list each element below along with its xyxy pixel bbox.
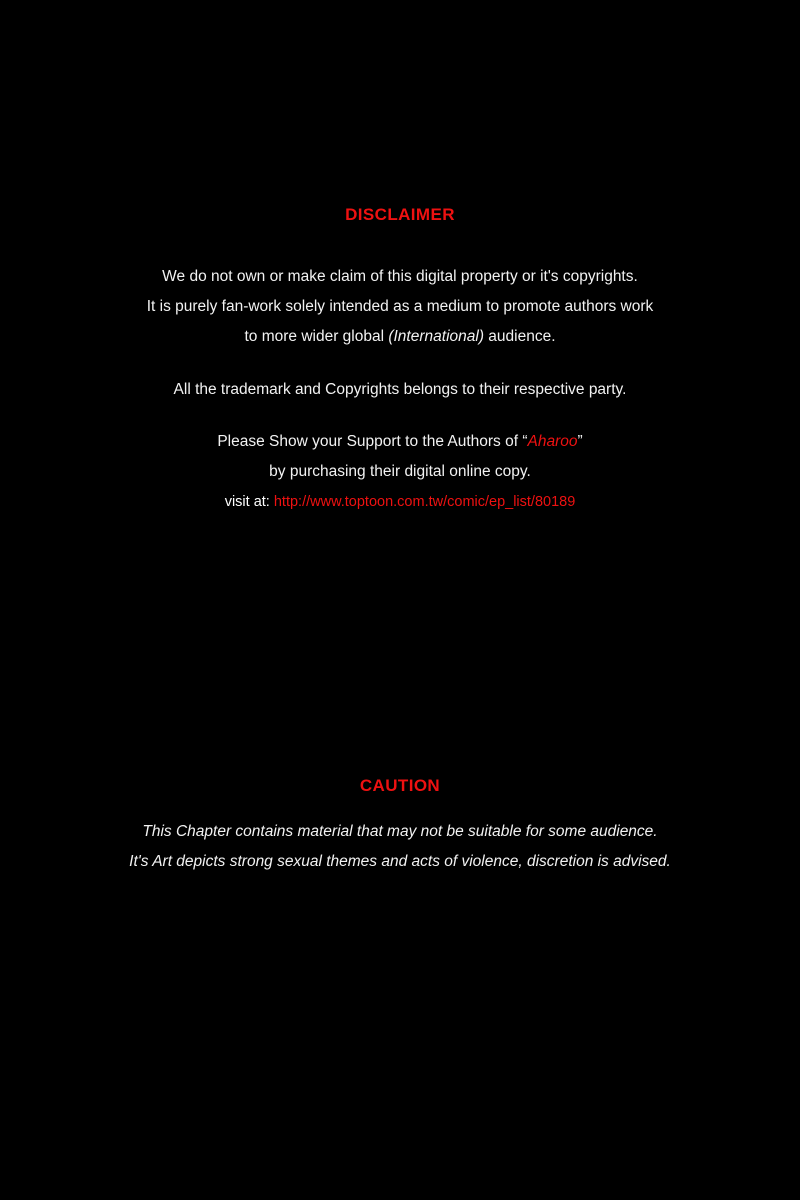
disclaimer-line-3-suffix: audience. [483,328,556,345]
caution-body [0,817,800,877]
disclaimer-line-3 [0,322,800,352]
caution-line-1: This Chapter contains material that may not be suitable for some audience. [142,823,658,840]
visit-label: visit at: [224,494,274,510]
support-notice-line-2: by purchasing their digital online copy. [269,463,531,480]
trademark-notice-line: All the trademark and Copyrights belongs to their respective party. [173,381,627,398]
disclaimer-line-1: We do not own or make claim of this digital property or it's copyrights. [162,268,638,285]
caution-line-2: It's Art depicts strong sexual themes and acts of violence, discretion is advised. [129,853,671,870]
disclaimer-line-3-prefix: to more wider global [244,328,389,345]
support-suffix: ” [577,433,583,450]
trademark-notice [0,375,800,405]
support-prefix: Please Show your Support to the Authors of “ [217,433,528,450]
support-notice [0,427,800,487]
disclaimer-paragraph-one [0,262,800,352]
source-link[interactable]: http://www.toptoon.com.tw/comic/ep_list/80189 [273,494,576,510]
caution-heading: CAUTION [359,776,441,795]
disclaimer-line-3-emphasis: (International) [388,328,484,345]
support-notice-line-1 [0,427,800,457]
visit-line [0,494,800,510]
disclaimer-line-2: It is purely fan-work solely intended as a medium to promote authors work [146,298,654,315]
support-title: Aharoo [527,433,578,450]
disclaimer-heading: DISCLAIMER [345,205,455,224]
